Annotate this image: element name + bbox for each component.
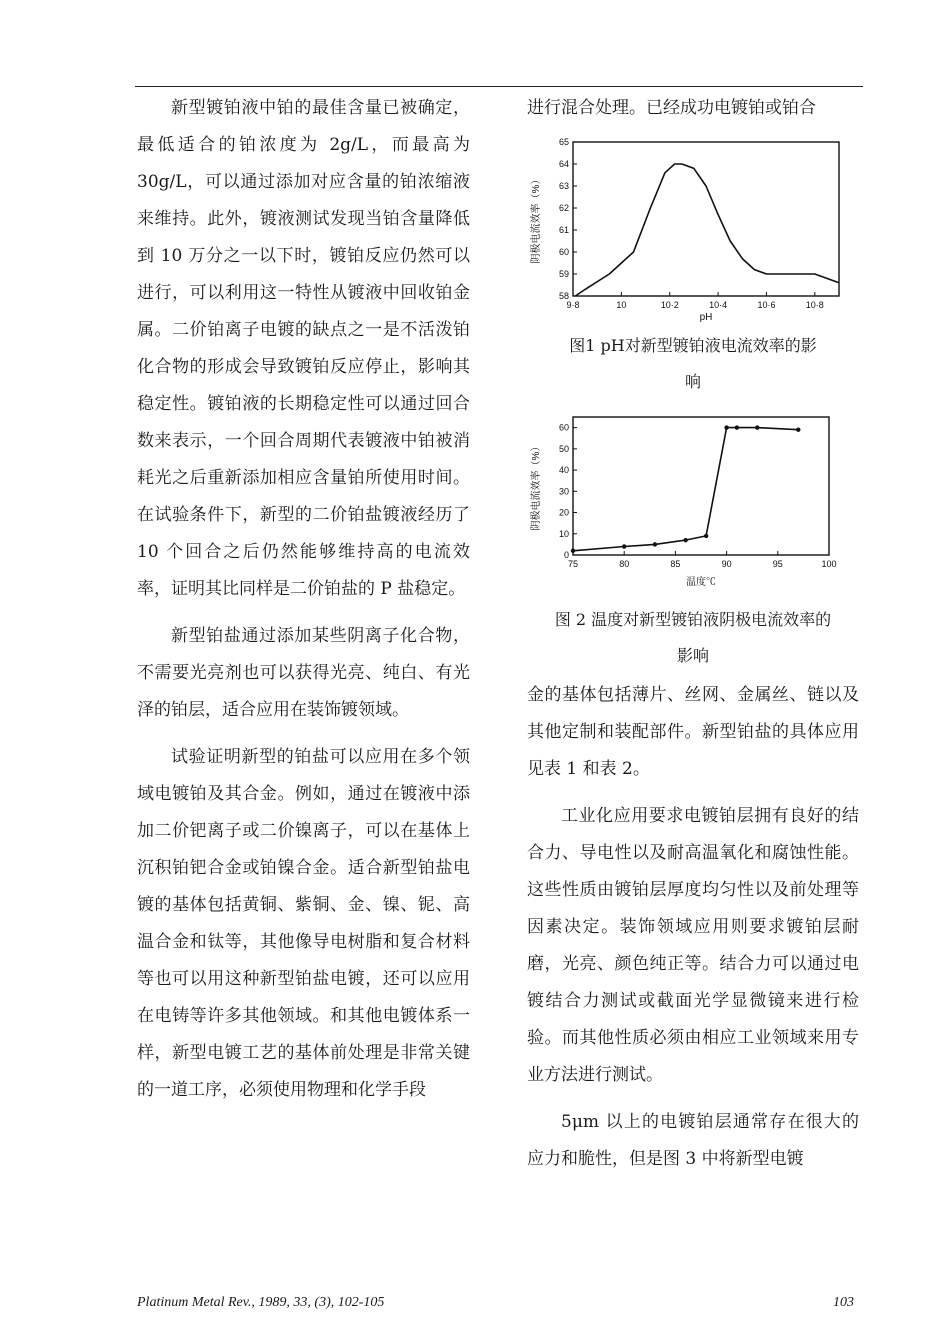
x-tick-label: 95 [772,559,783,569]
x-axis-label: 温度℃ [686,577,716,588]
y-tick-label: 20 [558,507,569,518]
y-tick-label: 65 [558,137,569,147]
right-lower-text [527,677,859,1178]
figure-2-chart [527,405,857,595]
page-number: 103 [833,1295,854,1310]
data-point [653,542,657,546]
data-point [571,549,575,553]
x-tick-label: 9·8 [566,300,580,310]
plot-frame [573,142,839,296]
x-tick-label: 85 [670,559,681,569]
series-line [575,164,839,296]
y-tick-label: 61 [558,225,569,235]
right-top-text [527,90,859,127]
y-tick-label: 59 [558,269,569,279]
figure-1-caption-line1: 图1 pH对新型镀铂液电流效率的影 [569,336,817,355]
paragraph-industrial-requirements: 工业化应用要求电镀铂层拥有良好的结合力、导电性以及耐高温氧化和腐蚀性能。这些性质由镀铂层厚度均匀性以及前处理等因素决定。装饰领域应用则要求镀铂层耐磨，光亮、颜色纯正等。结合力可以通过电镀结合力测试或截面光学显微镜来进行检验。而其他性质必须由相应工业领域来用专业方法进行测试。 [527,806,859,1085]
x-tick-label: 10 [616,300,627,310]
plot-frame [573,417,829,555]
series-line [573,428,798,551]
right-top-line: 进行混合处理。已经成功电镀铂或铂合 [527,98,816,118]
x-tick-label: 80 [619,559,630,569]
paragraph-platinum-content: 新型镀铂液中铂的最佳含量已被确定，最低适合的铂浓度为 2g/L，而最高为 30g/L，可以通过添加对应含量的铂浓缩液来维持。此外，镀液测试发现当铂含量降低到 10 万分之一以下时，镀铂反应仍然可以进行，可以利用这一特性从镀液中回收铂金属。二价铂离子电镀的缺点之一是不活泼铂化合物的形成会导致镀铂反应停止，影响其稳定性。镀铂液的长期稳定性可以通过回合数来表示，一个回合周期代表镀液中铂被消耗光之后重新添加相应含量铂所使用时间。在试验条件下，新型的二价铂盐镀液经历了 10 个回合之后仍然能够维持高的电流效率，证明其比同样是二价铂盐的 P 盐稳定。 [137,98,470,599]
figure-2-caption-line2: 影响 [676,646,709,665]
data-point [622,544,626,548]
data-point [704,534,708,538]
header-rule [135,86,863,87]
data-point [796,428,800,432]
y-axis-label: 阴极电流效率（%） [531,174,542,264]
x-tick-label: 10·2 [660,300,679,310]
left-column [137,90,470,1109]
x-tick-label: 90 [721,559,732,569]
y-tick-label: 40 [558,465,569,476]
y-axis-label: 阴极电流效率（%） [531,441,542,531]
data-point [724,425,728,429]
figure-2-caption-line1: 图 2 温度对新型镀铂液阴极电流效率的 [554,610,832,629]
data-point [683,538,687,542]
figure-1-caption [527,328,859,400]
y-tick-label: 58 [558,291,569,301]
y-tick-label: 0 [563,550,569,560]
x-tick-label: 10·6 [757,300,776,310]
x-tick-label: 100 [821,559,837,569]
y-tick-label: 62 [558,203,569,213]
paragraph-anion-additives: 新型铂盐通过添加某些阴离子化合物，不需要光亮剂也可以获得光亮、纯白、有光泽的铂层，适合应用在装饰镀领域。 [137,626,470,720]
x-axis-label: pH [699,312,713,323]
x-tick-label: 10·8 [805,300,824,310]
y-tick-label: 64 [558,159,569,169]
paragraph-applications: 试验证明新型的铂盐可以应用在多个领域电镀铂及其合金。例如，通过在镀液中添加二价钯离子或二价镍离子，可以在基体上沉积铂钯合金或铂镍合金。适合新型铂盐电镀的基体包括黄铜、紫铜、金、镍、铌、高温合金和钛等，其他像导电树脂和复合材料等也可以用这种新型铂盐电镀，还可以应用在电铸等许多其他领域。和其他电镀体系一样，新型电镀工艺的基体前处理是非常关键的一道工序，必须使用物理和化学手段 [137,747,470,1100]
x-tick-label: 75 [567,559,579,569]
y-tick-label: 60 [558,247,569,257]
figure-2-caption [527,602,859,674]
y-tick-label: 50 [558,443,569,454]
figure-1-chart [527,130,857,330]
figure-1-caption-line2: 响 [684,372,701,391]
y-tick-label: 60 [558,422,569,433]
x-tick-label: 10·4 [709,300,728,310]
y-tick-label: 30 [558,486,569,497]
data-point [755,425,759,429]
paragraph-stress: 5μm 以上的电镀铂层通常存在很大的应力和脆性，但是图 3 中将新型电镀 [527,1112,859,1169]
paragraph-substrates: 金的基体包括薄片、丝网、金属丝、链以及其他定制和装配部件。新型铂盐的具体应用见表 1 和表 2。 [527,685,859,779]
data-point [735,425,739,429]
footer-citation: Platinum Metal Rev., 1989, 33, (3), 102-105 [137,1295,385,1310]
y-tick-label: 10 [558,528,569,539]
y-tick-label: 63 [558,181,569,191]
